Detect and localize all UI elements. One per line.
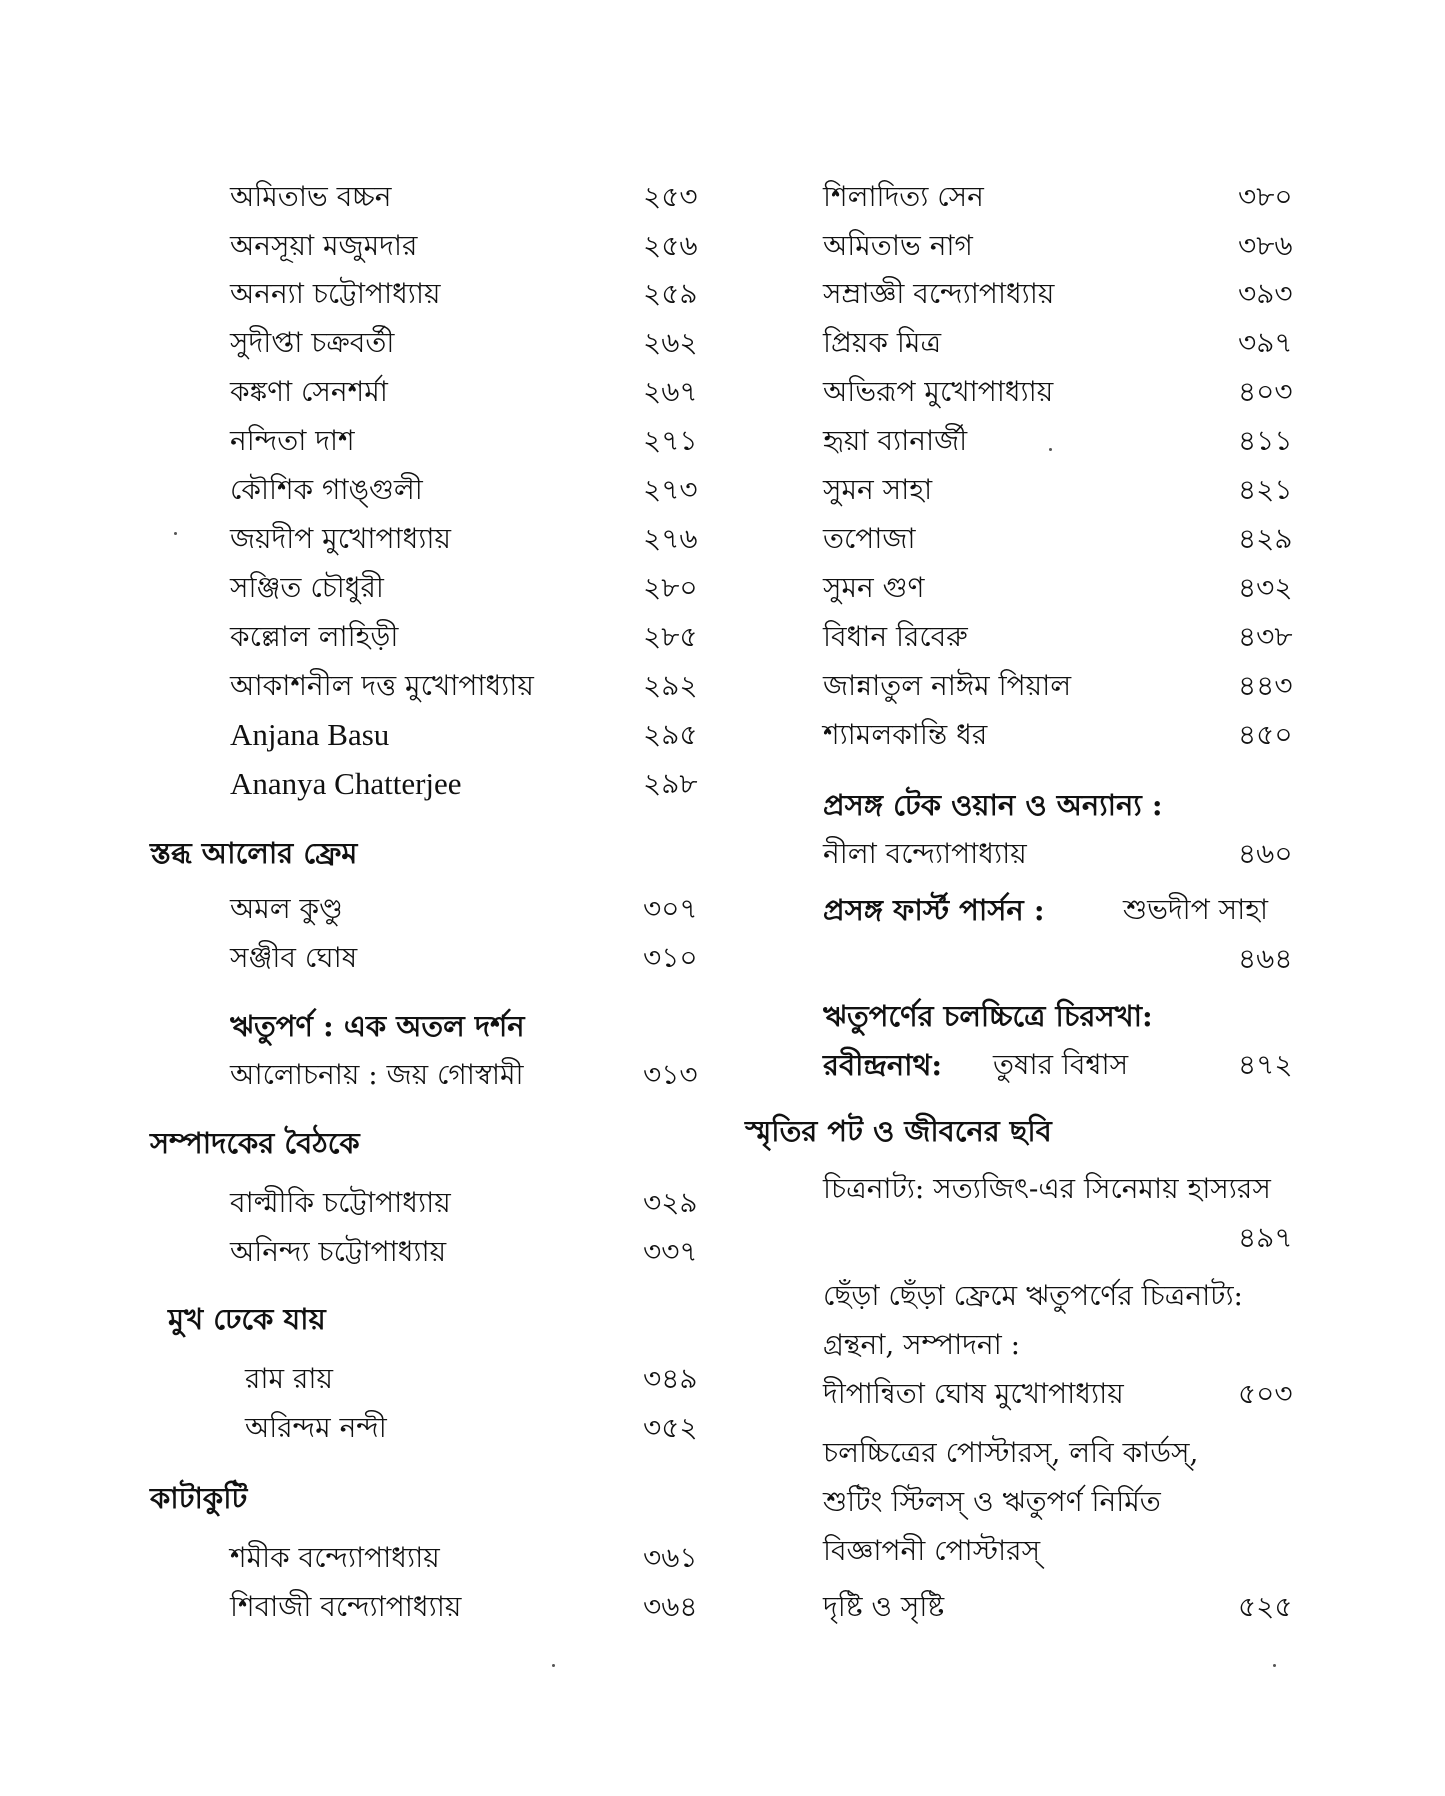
entry-page: ২৭৬ <box>643 522 698 555</box>
entry-name: সঞ্জীব ঘোষ <box>230 941 358 974</box>
entry-page: ৫০৩ <box>1238 1377 1293 1410</box>
entry-page: ৪৯৭ <box>1238 1221 1293 1254</box>
entry-name: সম্রাজ্ঞী বন্দ্যোপাধ্যায় <box>823 277 1055 310</box>
entry-name: অনন্যা চট্টোপাধ্যায় <box>230 277 441 310</box>
entry-name: হৃয়া ব্যানার্জী <box>823 424 968 457</box>
list-item <box>823 223 1303 269</box>
list-item <box>823 1042 1303 1088</box>
entry-name: নীলা বন্দ্যোপাধ্যায় <box>823 837 1027 870</box>
entry-page: ২৭১ <box>643 424 698 457</box>
list-item <box>823 1322 1303 1368</box>
list-item <box>230 614 700 660</box>
entry-name: শ্যামলকান্তি ধর <box>823 718 988 751</box>
entry-page: ৩৮৬ <box>1238 229 1293 262</box>
list-item <box>823 1371 1303 1417</box>
entry-page: ২৮৫ <box>643 620 698 653</box>
entry-text: গ্রন্থনা, সম্পাদনা : <box>823 1328 1021 1361</box>
entry-page: ২৫৯ <box>643 277 698 310</box>
list-item <box>230 271 700 317</box>
entry-page: ৫২৫ <box>1238 1590 1293 1623</box>
list-item <box>823 1273 1343 1319</box>
list-item <box>230 369 700 415</box>
section-heading: সম্পাদকের বৈঠকে <box>150 1126 360 1160</box>
entry-name: অমিতাভ নাগ <box>823 229 973 262</box>
list-item <box>230 516 700 562</box>
entry-title: প্রসঙ্গ ফার্স্ট পার্সন : <box>823 893 1045 927</box>
entry-name: কৌশিক গাঙ্গুলী <box>230 473 423 506</box>
entry-name: সঞ্জিত চৌধুরী <box>230 571 384 604</box>
list-item <box>230 467 700 513</box>
list-item <box>230 418 700 464</box>
entry-author: শুভদীপ সাহা <box>1123 893 1269 926</box>
entry-page: ৪৩২ <box>1238 571 1293 604</box>
entry-name: দীপান্বিতা ঘোষ মুখোপাধ্যায় <box>823 1377 1124 1410</box>
list-item <box>823 936 1303 982</box>
list-item <box>230 886 700 932</box>
entry-text: ছেঁড়া ছেঁড়া ফ্রেমে ঋতুপর্ণের চিত্রনাট্য: <box>823 1279 1243 1312</box>
list-item <box>823 174 1303 220</box>
entry-name: কল্লোল লাহিড়ী <box>230 620 399 653</box>
scan-speck <box>552 1664 555 1667</box>
entry-name: কঙ্কণা সেনশর্মা <box>230 375 388 408</box>
entry-text: চলচ্চিত্রের পোস্টারস্, লবি কার্ডস্, <box>823 1436 1199 1469</box>
entry-text: শুটিং স্টিলস্ ও ঋতুপর্ণ নির্মিত <box>823 1485 1161 1518</box>
list-item <box>823 1215 1303 1261</box>
section-subheading: ঋতুপর্ণের চলচ্চিত্রে চিরসখা: <box>823 999 1153 1033</box>
entry-author: তুষার বিশ্বাস <box>993 1048 1129 1081</box>
list-item <box>245 1356 700 1402</box>
list-item <box>823 565 1303 611</box>
section-heading: মুখ ঢেকে যায় <box>168 1302 326 1336</box>
entry-name: সুদীপ্তা চক্রবর্তী <box>230 326 395 359</box>
entry-name: Ananya Chatterjee <box>230 766 462 801</box>
list-item <box>230 174 700 220</box>
entry-page: ৪৬০ <box>1238 837 1293 870</box>
scan-speck <box>174 532 177 535</box>
list-item <box>823 1479 1303 1525</box>
entry-page: ৪৩৮ <box>1238 620 1293 653</box>
entry-page: ২৬৭ <box>643 375 698 408</box>
entry-page: ২৯২ <box>643 669 698 702</box>
section-heading: কাটাকুটি <box>150 1481 248 1515</box>
list-item <box>823 516 1303 562</box>
list-item <box>823 712 1303 758</box>
list-item <box>823 887 1303 933</box>
entry-page: ২৯৮ <box>643 767 698 800</box>
entry-page: ৩১৩ <box>643 1058 698 1091</box>
entry-page: ৩৩৭ <box>643 1235 698 1268</box>
list-item <box>823 271 1303 317</box>
entry-name: অমল কুণ্ডু <box>230 892 343 925</box>
list-item <box>823 1166 1343 1212</box>
list-item <box>230 761 700 807</box>
entry-page: ৩৯৭ <box>1238 326 1293 359</box>
entry-page: ৩৯৩ <box>1238 277 1293 310</box>
entry-page: ৪২১ <box>1238 473 1293 506</box>
list-item <box>823 1584 1303 1630</box>
entry-page: ৪৫০ <box>1238 718 1293 751</box>
section-heading: স্মৃতির পট ও জীবনের ছবি <box>745 1114 1052 1148</box>
list-item <box>230 935 700 981</box>
entry-name: জয়দীপ মুখোপাধ্যায় <box>230 522 452 555</box>
entry-name: বাল্মীকি চট্টোপাধ্যায় <box>230 1186 451 1219</box>
entry-name: অরিন্দম নন্দী <box>245 1411 387 1444</box>
entry-name: প্রিয়ক মিত্র <box>823 326 942 359</box>
entry-subtitle: রবীন্দ্রনাথ: <box>823 1048 943 1082</box>
entry-page: ৩০৭ <box>643 892 698 925</box>
entry-name: জান্নাতুল নাঈম পিয়াল <box>823 669 1072 702</box>
entry-name: নন্দিতা দাশ <box>230 424 355 457</box>
entry-page: ২৫৬ <box>643 229 698 262</box>
scan-speck <box>1049 448 1052 451</box>
entry-page: ৪৭২ <box>1238 1048 1293 1081</box>
list-item <box>245 1405 700 1451</box>
list-item <box>823 467 1303 513</box>
entry-name: অনিন্দ্য চট্টোপাধ্যায় <box>230 1235 447 1268</box>
entry-name: আকাশনীল দত্ত মুখোপাধ্যায় <box>230 669 534 702</box>
entry-name: অনসূয়া মজুমদার <box>230 229 418 262</box>
entry-page: ৩৬৪ <box>643 1590 698 1623</box>
entry-name: শিলাদিত্য সেন <box>823 180 984 213</box>
entry-page: ২৬২ <box>643 326 698 359</box>
list-item <box>230 663 700 709</box>
list-item <box>823 1430 1303 1476</box>
list-item <box>823 614 1303 660</box>
entry-page: ৪১১ <box>1238 424 1293 457</box>
list-item <box>230 223 700 269</box>
list-item <box>823 1528 1303 1574</box>
entry-name: Anjana Basu <box>230 717 390 752</box>
entry-page: ৩৫২ <box>643 1411 698 1444</box>
entry-name: অভিরূপ মুখোপাধ্যায় <box>823 375 1054 408</box>
entry-name: সুমন গুণ <box>823 571 925 604</box>
entry-page: ৪২৯ <box>1238 522 1293 555</box>
entry-name: দৃষ্টি ও সৃষ্টি <box>823 1590 945 1623</box>
entry-name: সুমন সাহা <box>823 473 933 506</box>
section-subheading: প্রসঙ্গ টেক ওয়ান ও অন্যান্য : <box>823 788 1163 822</box>
list-item <box>823 369 1303 415</box>
entry-page: ২৫৩ <box>643 180 698 213</box>
entry-text: বিজ্ঞাপনী পোস্টারস্ <box>823 1534 1041 1567</box>
entry-name: বিধান রিবেরু <box>823 620 968 653</box>
scan-speck <box>1273 1664 1276 1667</box>
list-item <box>230 1584 700 1630</box>
entry-name: অমিতাভ বচ্চন <box>230 180 392 213</box>
entry-page: ৩৪৯ <box>643 1362 698 1395</box>
entry-page: ৩৬১ <box>643 1541 698 1574</box>
entry-name: তপোজা <box>823 522 916 555</box>
list-item <box>230 1180 700 1226</box>
entry-page: ৪৬৪ <box>1238 942 1293 975</box>
list-item <box>230 565 700 611</box>
section-heading: স্তব্ধ আলোর ফ্রেম <box>150 836 358 870</box>
list-item <box>823 831 1303 877</box>
list-item <box>823 663 1303 709</box>
entry-name: রাম রায় <box>245 1362 333 1395</box>
entry-page: ৩৮০ <box>1238 180 1293 213</box>
entry-name: শমীক বন্দ্যোপাধ্যায় <box>230 1541 440 1574</box>
list-item <box>230 1535 700 1581</box>
entry-page: ৩১০ <box>643 941 698 974</box>
list-item <box>823 418 1303 464</box>
list-item <box>230 1229 700 1275</box>
entry-page: ৩২৯ <box>643 1186 698 1219</box>
entry-name: আলোচনায় : জয় গোস্বামী <box>230 1058 524 1091</box>
list-item <box>230 1052 700 1098</box>
entry-page: ৪০৩ <box>1238 375 1293 408</box>
entry-page: ২৯৫ <box>643 718 698 751</box>
entry-page: ২৭৩ <box>643 473 698 506</box>
entry-name: চিত্রনাট্য: সত্যজিৎ-এর সিনেমায় হাস্যরস <box>823 1172 1271 1205</box>
entry-name: শিবাজী বন্দ্যোপাধ্যায় <box>230 1590 462 1623</box>
entry-page: ২৮০ <box>643 571 698 604</box>
list-item <box>230 320 700 366</box>
list-item <box>230 712 700 758</box>
list-item <box>823 320 1303 366</box>
section-subheading: ঋতুপর্ণ : এক অতল দর্শন <box>230 1009 525 1043</box>
entry-page: ৪৪৩ <box>1238 669 1293 702</box>
